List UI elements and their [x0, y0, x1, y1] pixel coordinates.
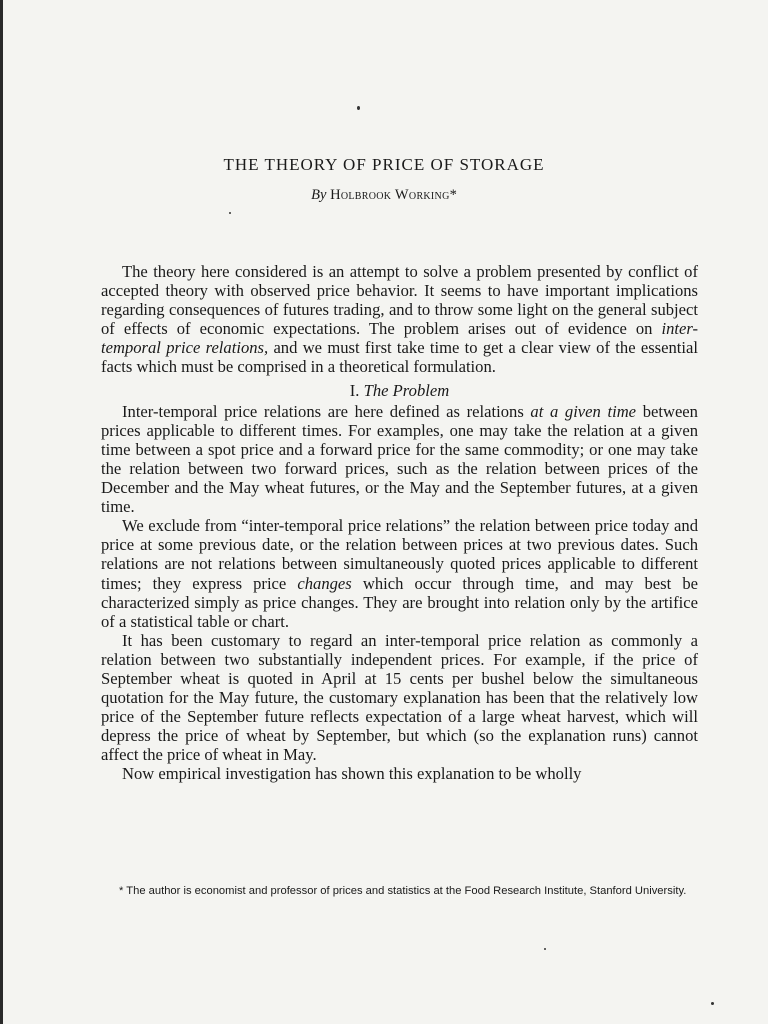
- paper-title: THE THEORY OF PRICE OF STORAGE: [223, 155, 545, 174]
- exclusion-emphasis: changes: [297, 573, 352, 593]
- author-name: Holbrook Working: [330, 187, 450, 203]
- section-number: I.: [349, 380, 360, 400]
- byline: [0, 187, 768, 204]
- definition-tail: between prices applicable to different times. For examples, one may take the relation at a given time between a spot price and a forward price for the same commodity; or one may take the relation between two forward prices, such as the relation between prices of the December and the May wheat futures, or the May and the September futures, at a given time.: [101, 401, 698, 517]
- paragraph-customary: It has been customary to regard an inter-temporal price relation as commonly a relation between two substantially independent prices. For example, if the price of September wheat is quoted in April at 15 cents per bushel below the simultaneous quotation for the May future, the customary explanation has been that the relatively low price of the September future reflects expectation of a large wheat harvest, which will depress the price of wheat by September, but which (so the explanation runs) cannot affect the price of wheat in May.: [101, 630, 698, 765]
- body-text: [101, 262, 698, 784]
- scan-speck: [711, 1002, 714, 1005]
- paragraph-exclusion: [101, 516, 698, 631]
- definition-emphasis: at a given time: [530, 401, 637, 421]
- section-heading: [101, 381, 698, 400]
- paragraph-intro: [101, 262, 698, 377]
- intro-tail: and we must first take time to get a clear view of the essential facts which must be comprised in a theoretical formulation.: [101, 338, 698, 377]
- footnote-text: * The author is economist and professor of prices and statistics at the Food Research Institute, Stanford University.: [119, 885, 687, 897]
- intro-emphasis: inter-temporal price relations,: [101, 319, 698, 358]
- paragraph-empirical: Now empirical investigation has shown this explanation to be wholly: [122, 764, 582, 784]
- page-edge-shadow: [0, 0, 3, 1024]
- footnote: [101, 884, 698, 898]
- scan-speck: [544, 948, 546, 950]
- author-footnote-mark: *: [449, 187, 457, 203]
- byline-by: By: [311, 187, 327, 203]
- paragraph-definition: [101, 402, 698, 517]
- definition-text: Inter-temporal price relations are here defined as relations: [122, 401, 524, 421]
- section-title: The Problem: [363, 380, 450, 400]
- exclusion-text: We exclude from “inter-temporal price relations” the relation between price today and price at some previous date, or the relation between prices at two previous dates. Such relations are not relations between simultaneously quoted prices applicable to different times; they express price: [101, 516, 698, 593]
- exclusion-tail: which occur through time, and may best be characterized simply as price changes. They are brought into relation only by the artifice of a statistical table or chart.: [101, 573, 698, 631]
- scan-speck: [357, 106, 360, 110]
- scan-speck: [229, 212, 231, 214]
- intro-text: The theory here considered is an attempt to solve a problem presented by conflict of accepted theory with observed price behavior. It seems to have important implications regarding consequences of futures trading, and to throw some light on the general subject of effects of economic expectations. The problem arises out of evidence on: [101, 262, 698, 339]
